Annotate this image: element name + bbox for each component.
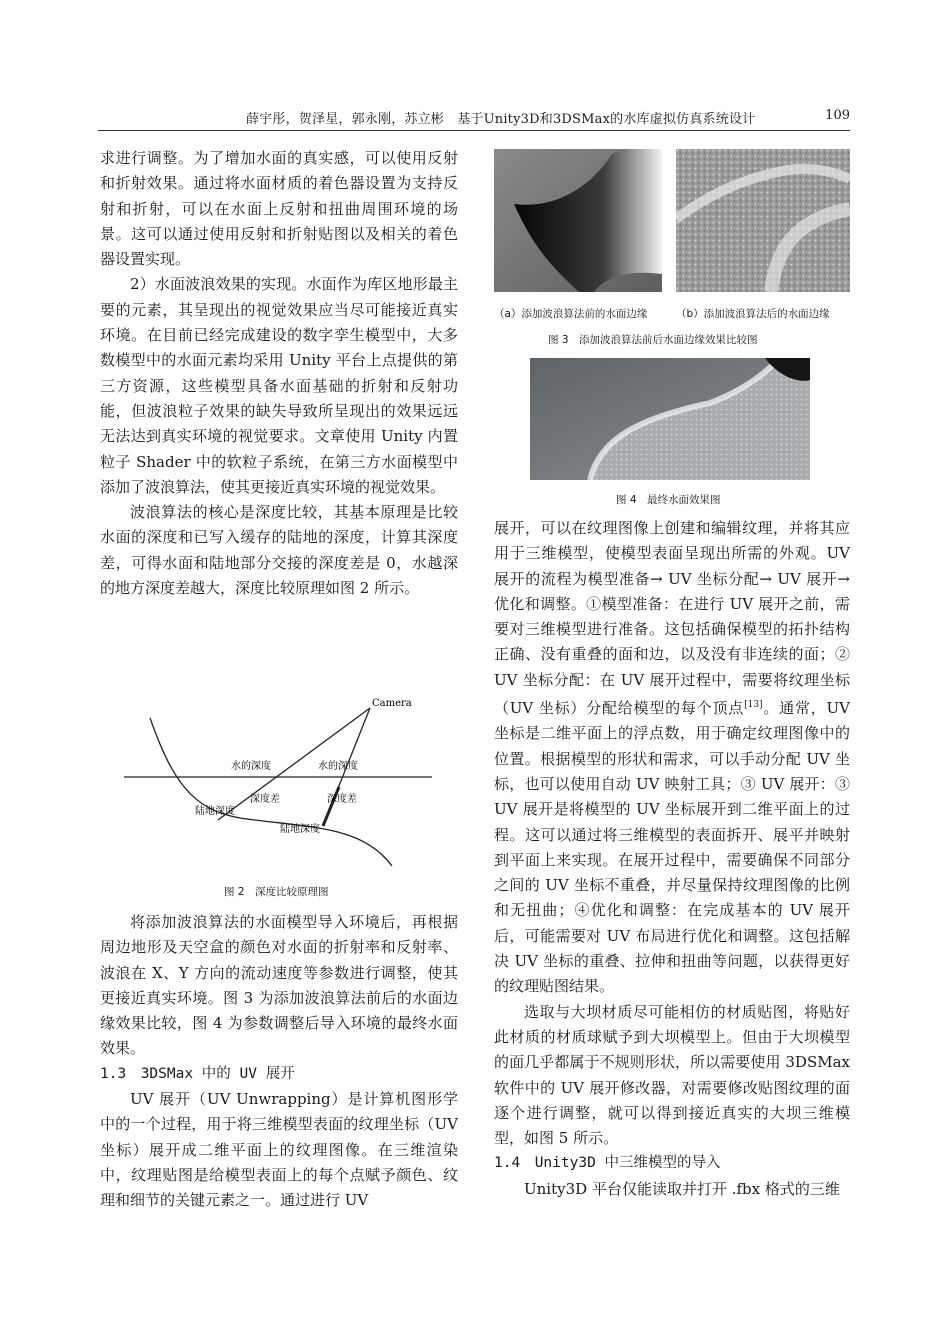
paragraph: UV 展开（UV Unwrapping）是计算机图形学中的一个过程，用于将三维模型表面的纹理坐标（UV 坐标）展开成二维平面上的纹理图像。在三维渲染中，纹理贴图是给模型表面上的每个点赋予颜色、纹理和细节的关键元素之一。通过进行 UV	[100, 1090, 458, 1210]
figure-3a-image	[494, 149, 662, 292]
paragraph: 波浪算法的核心是深度比较，其基本原理是比较水面的深度和已写入缓存的陆地的深度，计算其深度差，可得水面和陆地部分交接的深度差是 0，水越深的地方深度差越大，深度比较原理如图 2 所示。	[100, 503, 458, 598]
running-header-title: 薛宇彤，贺泽星，郭永刚，苏立彬 基于Unity3D和3DSMax的水库虚拟仿真系统设计	[246, 112, 756, 127]
land-depth-label-1: 陆地深度	[195, 806, 235, 817]
figure-3b-subcaption: （b）添加波浪算法后的水面边缘	[676, 308, 830, 320]
running-header	[98, 108, 850, 132]
right-column	[494, 516, 850, 1202]
camera-label: Camera	[372, 698, 412, 709]
depth-diff-label-1: 深度差	[250, 794, 280, 805]
section-heading: 1.4 Unity3D 中三维模型的导入	[494, 1155, 721, 1172]
paragraph: 求进行调整。为了增加水面的真实感，可以使用反射和折射效果。通过将水面材质的着色器设置为支持反射和折射，可以在水面上反射和扭曲周围环境的场景。这可以通过使用反射和折射贴图以及相关的着色器设置实现。	[100, 149, 458, 269]
water-depth-label-1: 水的深度	[231, 761, 271, 772]
citation-13: [13]	[744, 700, 763, 711]
water-depth-label-2: 水的深度	[318, 761, 358, 772]
figure-3b-image	[676, 149, 850, 292]
paragraph: 2）水面波浪效果的实现。水面作为库区地形最主要的元素，其呈现出的视觉效果应当尽可能接近真实环境。在目前已经完成建设的数字孪生模型中，大多数模型中的水面元素均采用 Unity 平台上点提供的第三方资源，这些模型具备水面基础的折射和反射功能，但波浪粒子效果的缺失导致所呈现出的效果远远无法达到真实环境的视觉要求。文章使用 Unity 内置粒子 Shader 中的软粒子系统，在第三方水面模型中添加了波浪算法，使其更接近真实环境的视觉效果。	[100, 275, 458, 496]
paragraph	[494, 516, 850, 1000]
figure-2	[100, 690, 458, 902]
section-heading: 1.3 3DSMax 中的 UV 展开	[100, 1065, 295, 1082]
depth-difference-segment	[323, 787, 339, 826]
figure-4-image	[530, 358, 810, 480]
land-curve	[150, 718, 392, 866]
header-rule	[98, 130, 850, 131]
figure-2-caption: 图 2 深度比较原理图	[224, 886, 329, 898]
paragraph-text: 展开，可以在纹理图像上创建和编辑纹理，并将其应用于三维模型，使模型表面呈现出所需的外观。UV 展开的流程为模型准备→ UV 坐标分配→ UV 展开→优化和调整。①模型准备：在进行 UV 展开之前，需要对三维模型进行准备。这包括确保模型的拓扑结构正确、没有重叠的面和边，以及没有非连续的面；② UV 坐标分配：在 UV 展开过程中，需要将纹理坐标（UV 坐标）分配给模型的每个顶点	[494, 519, 850, 718]
left-column-top	[100, 146, 458, 601]
figure-4-caption: 图 4 最终水面效果图	[616, 494, 721, 506]
paragraph: 选取与大坝材质尽可能相仿的材质贴图，将贴好此材质的材质球赋予到大坝模型上。但由于大坝模型的面几乎都属于不规则形状，所以需要使用 3DSMax 软件中的 UV 展开修改器，对需要修改贴图纹理的面逐个进行调整，就可以得到接近真实的大坝三维模型，如图 5 所示。	[494, 1002, 850, 1148]
paragraph-text: 。通常，UV 坐标是二维平面上的浮点数，用于确定纹理图像中的位置。根据模型的形状和需求，可以手动分配 UV 坐标，也可以使用自动 UV 映射工具；③ UV 展开：③ UV 展开是将模型的 UV 坐标展开到二维平面上的过程。这可以通过将三维模型的表面拆开、展平并映射到平面上来实现。在展开过程中，需要确保不同部分之间的 UV 坐标不重叠，并尽量保持纹理图像的比例和无扭曲；④优化和调整：在完成基本的 UV 展开后，可能需要对 UV 布局进行优化和调整。这包括解决 UV 坐标的重叠、拉伸和扭曲等问题，以获得更好的纹理贴图结果。	[494, 699, 850, 996]
figure-3-caption: 图 3 添加波浪算法前后水面边缘效果比较图	[548, 334, 758, 346]
page-number: 109	[825, 108, 850, 123]
paragraph: 将添加波浪算法的水面模型导入环境后，再根据周边地形及天空盒的颜色对水面的折射率和反射率、波浪在 X、Y 方向的流动速度等参数进行调整，使其更接近真实环境。图 3 为添加波浪算法前后的水面边缘效果比较，图 4 为参数调整后导入环境的最终水面效果。	[100, 913, 458, 1058]
land-depth-label-2: 陆地深度	[280, 824, 320, 835]
figure-3a-subcaption: （a）添加波浪算法前的水面边缘	[494, 308, 648, 320]
left-column-bottom	[100, 910, 458, 1214]
paragraph: Unity3D 平台仅能读取并打开 .fbx 格式的三维	[524, 1179, 840, 1198]
depth-diagram	[100, 690, 458, 902]
depth-diff-label-2: 深度差	[327, 794, 357, 805]
